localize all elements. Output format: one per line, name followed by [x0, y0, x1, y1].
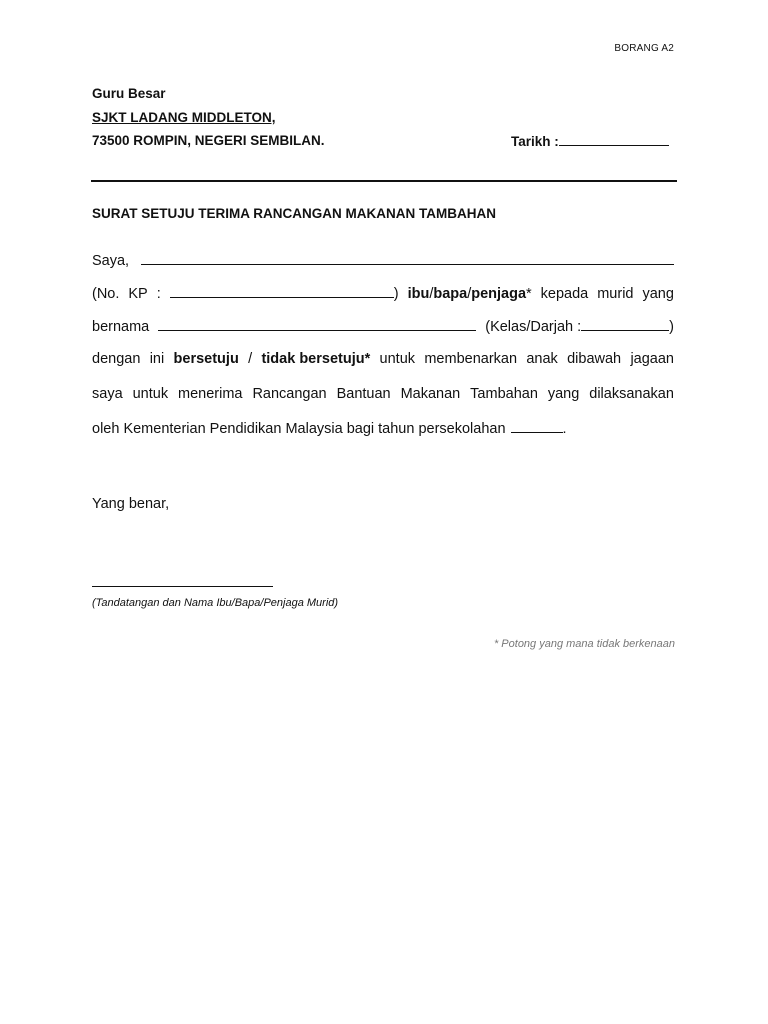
- class-blank[interactable]: [581, 318, 669, 331]
- saya-label: Saya,: [92, 253, 130, 269]
- class-label: (Kelas/Darjah :: [485, 319, 582, 335]
- school-name: SJKT LADANG MIDDLETON,: [92, 110, 276, 125]
- footnote: * Potong yang mana tidak berkenaan: [493, 638, 675, 650]
- word: jagaan: [630, 351, 674, 367]
- name-line: [92, 252, 674, 269]
- word: dilaksanakan: [589, 386, 674, 402]
- student-name-line: [92, 318, 674, 335]
- relationship-options: [408, 286, 532, 302]
- header-divider: [91, 180, 677, 182]
- word: Makanan: [400, 386, 461, 402]
- ic-number-blank[interactable]: [170, 285, 394, 298]
- bapa-option: bapa: [433, 286, 468, 302]
- penjaga-option: penjaga: [471, 286, 527, 302]
- school-year-blank[interactable]: [511, 420, 563, 433]
- form-code: BORANG A2: [614, 43, 674, 54]
- ic-number-line: [92, 285, 674, 302]
- ministry-text: oleh Kementerian Pendidikan Malaysia bagi tahun persekolahan: [92, 421, 506, 437]
- date-label: Tarikh :: [511, 134, 559, 149]
- word: yang: [547, 386, 580, 402]
- word: anak: [526, 351, 558, 367]
- word: saya: [92, 386, 123, 402]
- recipient-title: Guru Besar: [92, 86, 166, 101]
- school-year-line: [92, 420, 674, 437]
- word: dibawah: [567, 351, 622, 367]
- program-line: [92, 386, 674, 402]
- disagree-option: tidak bersetuju*: [261, 351, 371, 367]
- signature-caption: (Tandatangan dan Nama Ibu/Bapa/Penjaga Murid): [92, 597, 339, 609]
- colon-label: :: [156, 286, 161, 302]
- word: dengan: [92, 351, 141, 367]
- ic-number-group: [170, 285, 399, 302]
- kp-label: KP: [128, 286, 148, 302]
- asterisk-mark: *: [526, 286, 532, 302]
- agree-option: bersetuju: [173, 351, 239, 367]
- word: menerima: [178, 386, 243, 402]
- date-field-row: [511, 133, 669, 149]
- slash-sep: /: [467, 286, 472, 302]
- word: murid: [597, 286, 634, 302]
- slash-sep: /: [429, 286, 434, 302]
- parent-name-blank[interactable]: [141, 252, 674, 265]
- class-group: [485, 318, 674, 335]
- school-address: 73500 ROMPIN, NEGERI SEMBILAN.: [92, 133, 325, 148]
- close-paren: ): [669, 319, 674, 335]
- word: kepada: [540, 286, 589, 302]
- word: untuk: [379, 351, 416, 367]
- consent-choice-line: [92, 351, 674, 367]
- signature-line[interactable]: [92, 586, 273, 587]
- close-paren: ): [393, 286, 399, 302]
- no-label: (No.: [92, 286, 120, 302]
- bernama-label: bernama: [92, 319, 150, 335]
- word: yang: [642, 286, 674, 302]
- word: Rancangan: [252, 386, 327, 402]
- word: Tambahan: [470, 386, 538, 402]
- word: Bantuan: [336, 386, 391, 402]
- slash-sep: /: [248, 351, 253, 367]
- word: untuk: [132, 386, 169, 402]
- period: .: [562, 421, 567, 437]
- student-name-blank[interactable]: [158, 318, 476, 331]
- word: ini: [149, 351, 165, 367]
- letter-title: SURAT SETUJU TERIMA RANCANGAN MAKANAN TAMBAHAN: [92, 206, 496, 221]
- word: membenarkan: [424, 351, 518, 367]
- date-blank[interactable]: [559, 133, 669, 146]
- closing-salutation: Yang benar,: [92, 496, 170, 512]
- ibu-option: ibu: [407, 286, 430, 302]
